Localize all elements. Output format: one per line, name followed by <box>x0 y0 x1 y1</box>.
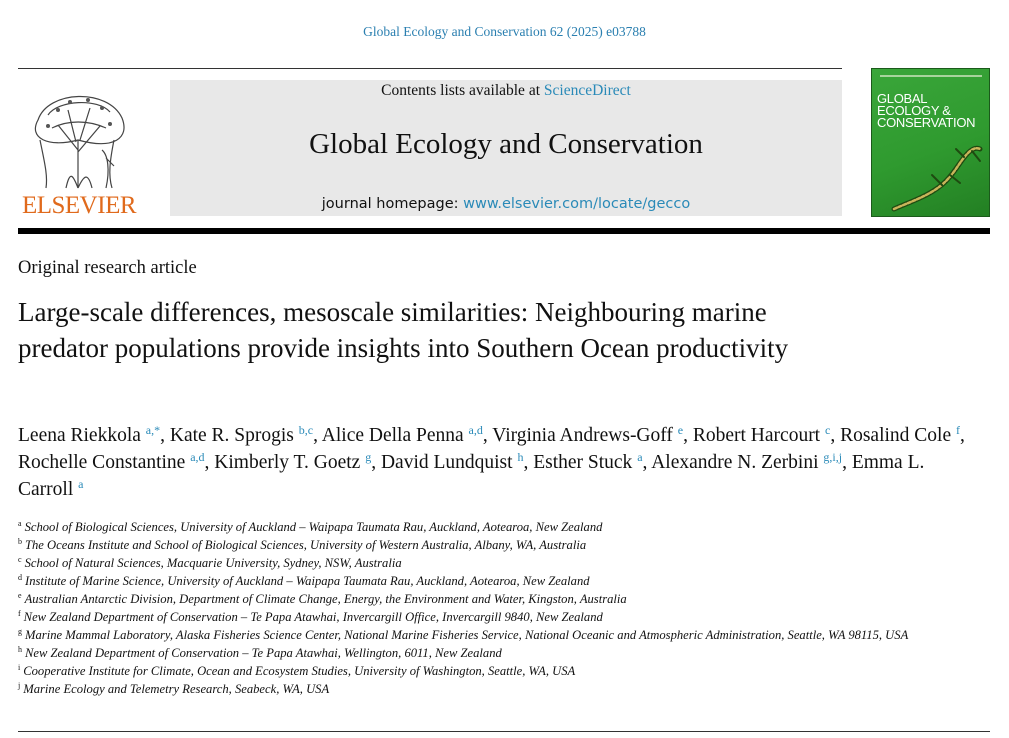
author[interactable]: David Lundquist <box>380 452 513 473</box>
affiliation-item <box>18 554 988 572</box>
affiliation-text: Marine Mammal Laboratory, Alaska Fisheries Science Center, National Marine Fisheries Service, National Oceanic and Atmospheric Administration, Seattle, WA 98115, USA <box>25 628 909 642</box>
author-affiliation-marker[interactable]: h <box>517 450 524 464</box>
author[interactable]: Kate R. Sprogis <box>169 425 294 446</box>
author-affiliation-marker[interactable]: a,d <box>190 450 205 464</box>
affiliation-key: c <box>18 555 22 564</box>
affiliation-key: i <box>18 663 21 672</box>
affiliation-text: New Zealand Department of Conservation – Te Papa Atawhai, Invercargill Office, Invercargill 9840, New Zealand <box>23 610 603 624</box>
elsevier-wordmark: ELSEVIER <box>21 192 137 219</box>
affiliation-item <box>18 590 988 608</box>
author-affiliation-marker[interactable]: a <box>637 450 643 464</box>
author-affiliation-marker[interactable]: a,d <box>468 423 483 437</box>
author-affiliation-marker[interactable]: g,i,j <box>823 450 843 464</box>
author[interactable]: Robert Harcourt <box>692 425 821 446</box>
affiliation-item <box>18 572 988 590</box>
article-type: Original research article <box>18 258 197 278</box>
author-affiliation-marker[interactable]: c <box>824 423 831 437</box>
affiliation-item <box>18 626 988 644</box>
author-affiliation-marker[interactable]: b,c <box>298 423 314 437</box>
affiliation-item <box>18 608 988 626</box>
author[interactable]: Kimberly T. Goetz <box>214 452 361 473</box>
affiliation-item <box>18 536 988 554</box>
contents-line <box>170 82 842 100</box>
affiliation-key: a <box>18 519 22 528</box>
affiliation-key: h <box>18 645 22 654</box>
author[interactable]: Alice Della Penna <box>321 425 464 446</box>
author[interactable]: Esther Stuck <box>533 452 633 473</box>
affiliation-key: j <box>18 681 21 690</box>
journal-title: Global Ecology and Conservation <box>309 128 703 160</box>
affiliation-text: Australian Antarctic Division, Department of Climate Change, Energy, the Environment and Water, Kingston, Australia <box>24 592 627 606</box>
author-affiliation-marker[interactable]: f <box>955 423 960 437</box>
affiliation-item <box>18 644 988 662</box>
affiliation-item <box>18 518 988 536</box>
affiliation-text: The Oceans Institute and School of Biological Sciences, University of Western Australia, Albany, WA, Australia <box>25 538 587 552</box>
author[interactable]: Rosalind Cole <box>840 425 952 446</box>
journal-citation[interactable]: Global Ecology and Conservation 62 (2025) e03788 <box>363 24 646 39</box>
journal-cover[interactable] <box>871 68 990 217</box>
affiliation-key: e <box>18 591 22 600</box>
author[interactable]: Virginia Andrews-Goff <box>492 425 673 446</box>
affiliation-item <box>18 662 988 680</box>
affiliation-key: d <box>18 573 22 582</box>
affiliation-key: g <box>18 627 22 636</box>
homepage-link[interactable]: www.elsevier.com/locate/gecco <box>463 196 691 212</box>
author[interactable]: Emma L. Carroll <box>18 452 925 500</box>
contents-prefix: Contents lists available at <box>381 82 544 99</box>
affiliation-text: Marine Ecology and Telemetry Research, Seabeck, WA, USA <box>23 682 330 696</box>
footer-rule <box>18 731 990 732</box>
author-affiliation-marker[interactable]: a <box>78 477 84 491</box>
homepage-prefix: journal homepage: <box>321 196 464 212</box>
author-list: Leena Riekkola $^{a,*}$, Kate R. Sprogis $^{b,c}$, Alice Della Penna $^{a,d}$, Virginia Andrews-Goff $^e$, Robert Harcourt $^c$, Rosalind Cole $^f$, Rochelle Constantine $^{a,d}$, Kimberly T. Goetz $^g$, David Lundquist $^h$, Esther Stuck $^a$, Alexandre N. Zerbini $^{g,i,j}$, Emma L. Carroll $^a$ <box>18 423 965 500</box>
affiliation-text: School of Biological Sciences, University of Auckland – Waipapa Taumata Rau, Auckland, Aotearoa, New Zealand <box>24 520 603 534</box>
affiliation-item <box>18 680 988 698</box>
affiliation-key: b <box>18 537 22 546</box>
sciencedirect-link[interactable]: ScienceDirect <box>543 82 631 99</box>
affiliation-text: Cooperative Institute for Climate, Ocean and Ecosystem Studies, University of Washington, Seattle, WA, USA <box>23 664 576 678</box>
header-rule <box>18 68 842 69</box>
affiliation-text: Institute of Marine Science, University of Auckland – Waipapa Taumata Rau, Auckland, Aotearoa, New Zealand <box>25 574 590 588</box>
author[interactable]: Leena Riekkola <box>18 425 141 446</box>
affiliation-text: School of Natural Sciences, Macquarie University, Sydney, NSW, Australia <box>24 556 402 570</box>
article-title: Large-scale differences, mesoscale similarities: Neighbouring marine predator populations provide insights into Southern Ocean productivity <box>18 297 789 363</box>
author[interactable]: Rochelle Constantine <box>18 452 186 473</box>
author-affiliation-marker[interactable]: e <box>677 423 684 437</box>
affiliation-list <box>18 518 988 698</box>
author[interactable]: Alexandre N. Zerbini <box>651 452 819 473</box>
author-affiliation-marker[interactable]: g <box>365 450 372 464</box>
affiliation-key: f <box>18 609 21 618</box>
cover-title: GLOBAL ECOLOGY & CONSERVATION <box>877 91 976 130</box>
affiliation-text: New Zealand Department of Conservation – Te Papa Atawhai, Wellington, 6011, New Zealand <box>25 646 502 660</box>
homepage-line <box>170 196 842 212</box>
header-thick-rule <box>18 228 990 234</box>
lizard-illustration <box>872 69 990 217</box>
author-affiliation-marker[interactable]: a,* <box>145 423 161 437</box>
